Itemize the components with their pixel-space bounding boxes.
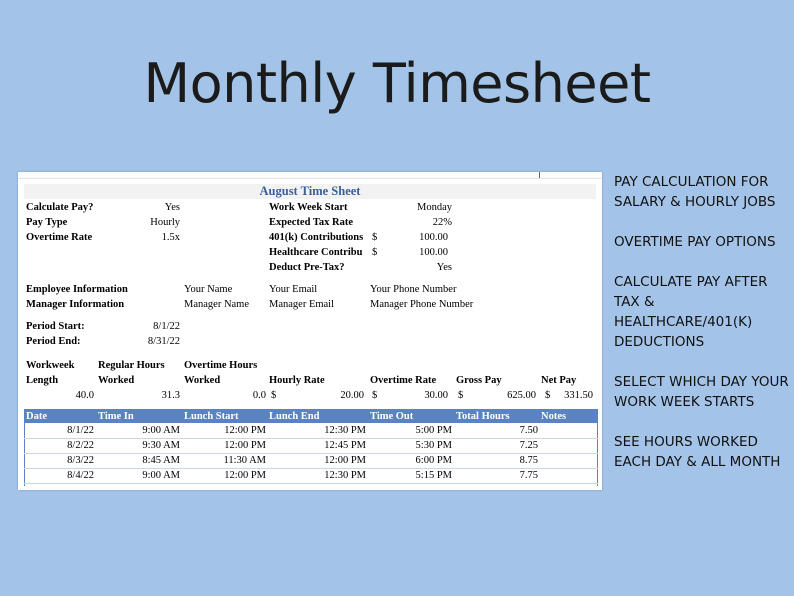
col-date[interactable]: Date bbox=[26, 411, 47, 422]
overtime-rate-value[interactable]: 1.5x bbox=[161, 232, 180, 243]
table-border-right bbox=[597, 409, 598, 490]
col-lunch-start[interactable]: Lunch Start bbox=[184, 411, 239, 422]
table-cell-date[interactable]: 8/3/22 bbox=[67, 455, 94, 466]
table-cell-time-in[interactable]: 8:45 AM bbox=[142, 455, 180, 466]
row-divider bbox=[24, 468, 598, 469]
manager-info-label: Manager Information bbox=[26, 299, 125, 310]
manager-phone[interactable]: Manager Phone Number bbox=[370, 299, 474, 310]
period-end-value[interactable]: 8/31/22 bbox=[147, 336, 180, 347]
table-cell-lunch-end[interactable]: 12:45 PM bbox=[324, 440, 366, 451]
calculate-pay-value[interactable]: Yes bbox=[164, 202, 180, 213]
feature-item: SEE HOURS WORKED EACH DAY & ALL MONTH bbox=[614, 434, 781, 470]
row-divider bbox=[24, 453, 598, 454]
sheet-top-strip bbox=[18, 172, 602, 179]
period-start-label: Period Start: bbox=[26, 321, 85, 332]
healthcare-contribution-label: Healthcare Contribu bbox=[269, 247, 363, 258]
summary-header-worked: Worked bbox=[98, 375, 135, 386]
work-week-start-value[interactable]: Monday bbox=[417, 202, 452, 213]
timesheet-spreadsheet[interactable] bbox=[18, 172, 602, 490]
pay-type-value[interactable]: Hourly bbox=[150, 217, 180, 228]
table-cell-total-hours: 8.75 bbox=[519, 455, 538, 466]
row-divider bbox=[24, 438, 598, 439]
deduct-pretax-value[interactable]: Yes bbox=[436, 262, 452, 273]
hourly-rate-value[interactable]: 20.00 bbox=[340, 390, 364, 401]
table-cell-time-in[interactable]: 9:00 AM bbox=[142, 425, 180, 436]
table-cell-time-out[interactable]: 5:15 PM bbox=[415, 470, 452, 481]
summary-header-regular-hours: Regular Hours bbox=[98, 360, 165, 371]
expected-tax-rate-value[interactable]: 22% bbox=[432, 217, 452, 228]
gross-pay-value: 625.00 bbox=[507, 390, 536, 401]
healthcare-currency: $ bbox=[372, 247, 378, 258]
table-border-left bbox=[24, 409, 25, 490]
workweek-length-value[interactable]: 40.0 bbox=[75, 390, 94, 401]
manager-name[interactable]: Manager Name bbox=[184, 299, 250, 310]
col-notes[interactable]: Notes bbox=[541, 411, 567, 422]
table-cell-time-out[interactable]: 5:00 PM bbox=[415, 425, 452, 436]
row-divider bbox=[24, 483, 598, 484]
401k-contributions-value[interactable]: 100.00 bbox=[419, 232, 448, 243]
regular-hours-value: 31.3 bbox=[161, 390, 180, 401]
employee-email[interactable]: Your Email bbox=[269, 284, 318, 295]
table-cell-lunch-start[interactable]: 12:00 PM bbox=[224, 470, 266, 481]
table-cell-date[interactable]: 8/4/22 bbox=[67, 470, 94, 481]
employee-name[interactable]: Your Name bbox=[184, 284, 233, 295]
table-cell-total-hours: 7.25 bbox=[519, 440, 538, 451]
summary-header-overtime-rate: Overtime Rate bbox=[370, 375, 437, 386]
employee-info-label: Employee Information bbox=[26, 284, 128, 295]
401k-currency: $ bbox=[372, 232, 378, 243]
col-time-out[interactable]: Time Out bbox=[370, 411, 414, 422]
overtime-rate-currency: $ bbox=[372, 390, 378, 401]
summary-header-hourly-rate: Hourly Rate bbox=[269, 375, 325, 386]
table-cell-lunch-start[interactable]: 12:00 PM bbox=[224, 425, 266, 436]
period-start-value[interactable]: 8/1/22 bbox=[153, 321, 180, 332]
summary-header-length: Length bbox=[26, 375, 59, 386]
table-cell-time-out[interactable]: 6:00 PM bbox=[415, 455, 452, 466]
table-cell-time-in[interactable]: 9:30 AM bbox=[142, 440, 180, 451]
table-cell-total-hours: 7.50 bbox=[519, 425, 538, 436]
page-title: Monthly Timesheet bbox=[143, 52, 651, 115]
period-end-label: Period End: bbox=[26, 336, 81, 347]
table-cell-lunch-end[interactable]: 12:00 PM bbox=[324, 455, 366, 466]
col-time-in[interactable]: Time In bbox=[98, 411, 134, 422]
sheet-title: August Time Sheet bbox=[24, 184, 596, 199]
hourly-rate-currency: $ bbox=[271, 390, 277, 401]
employee-phone[interactable]: Your Phone Number bbox=[370, 284, 457, 295]
net-pay-value: 331.50 bbox=[564, 390, 593, 401]
pay-type-label: Pay Type bbox=[26, 217, 68, 228]
manager-email[interactable]: Manager Email bbox=[269, 299, 335, 310]
summary-header-workweek: Workweek bbox=[26, 360, 75, 371]
summary-header-ot-worked: Worked bbox=[184, 375, 221, 386]
work-week-start-label: Work Week Start bbox=[269, 202, 348, 213]
sheet-crop-edge bbox=[18, 486, 602, 490]
col-lunch-end[interactable]: Lunch End bbox=[269, 411, 320, 422]
feature-list bbox=[614, 172, 792, 492]
table-cell-date[interactable]: 8/1/22 bbox=[67, 425, 94, 436]
gross-pay-currency: $ bbox=[458, 390, 464, 401]
feature-item: SELECT WHICH DAY YOUR WORK WEEK STARTS bbox=[614, 374, 789, 410]
401k-contributions-label: 401(k) Contributions bbox=[269, 232, 364, 243]
column-marker bbox=[539, 172, 540, 178]
overtime-hours-value: 0.0 bbox=[252, 390, 266, 401]
table-cell-time-out[interactable]: 5:30 PM bbox=[415, 440, 452, 451]
summary-header-gross-pay: Gross Pay bbox=[456, 375, 502, 386]
summary-header-net-pay: Net Pay bbox=[541, 375, 577, 386]
table-cell-lunch-start[interactable]: 12:00 PM bbox=[224, 440, 266, 451]
feature-item: CALCULATE PAY AFTER TAX & HEALTHCARE/401(K) DEDUCTIONS bbox=[614, 274, 768, 350]
net-pay-currency: $ bbox=[545, 390, 551, 401]
col-total-hours[interactable]: Total Hours bbox=[456, 411, 510, 422]
deduct-pretax-label: Deduct Pre-Tax? bbox=[269, 262, 345, 273]
healthcare-contribution-value[interactable]: 100.00 bbox=[419, 247, 448, 258]
calculate-pay-label: Calculate Pay? bbox=[26, 202, 94, 213]
summary-header-overtime-hours: Overtime Hours bbox=[184, 360, 258, 371]
table-cell-lunch-end[interactable]: 12:30 PM bbox=[324, 470, 366, 481]
table-cell-lunch-end[interactable]: 12:30 PM bbox=[324, 425, 366, 436]
table-cell-time-in[interactable]: 9:00 AM bbox=[142, 470, 180, 481]
expected-tax-rate-label: Expected Tax Rate bbox=[269, 217, 353, 228]
table-cell-date[interactable]: 8/2/22 bbox=[67, 440, 94, 451]
feature-item: PAY CALCULATION FOR SALARY & HOURLY JOBS bbox=[614, 174, 776, 210]
feature-item: OVERTIME PAY OPTIONS bbox=[614, 234, 776, 250]
overtime-rate-label: Overtime Rate bbox=[26, 232, 93, 243]
table-cell-total-hours: 7.75 bbox=[519, 470, 538, 481]
table-cell-lunch-start[interactable]: 11:30 AM bbox=[223, 455, 266, 466]
overtime-rate-amount: 30.00 bbox=[424, 390, 448, 401]
